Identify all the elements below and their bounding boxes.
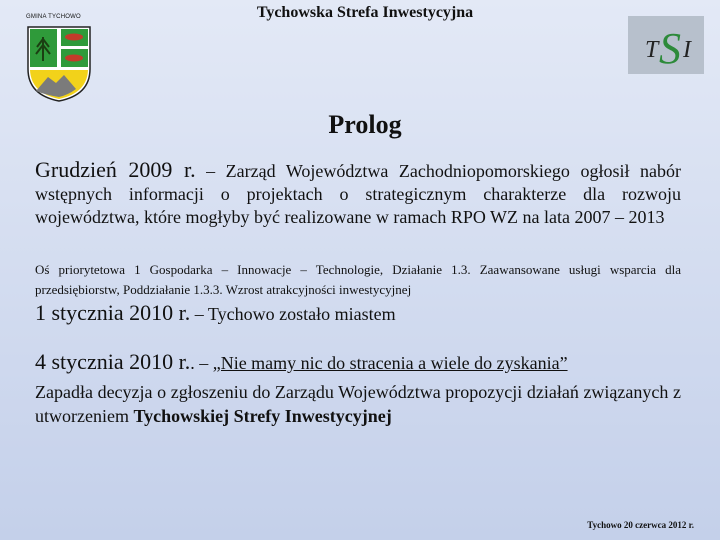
date-january-1-2010: 1 stycznia 2010 r. <box>35 300 191 325</box>
motto-dash: . – <box>190 353 213 373</box>
tsi-logo-icon <box>628 16 704 74</box>
town-rights-text: – Tychowo zostało miastem <box>190 304 396 324</box>
tsi-logo-mark <box>631 19 701 71</box>
header-title: Tychowska Strefa Inwestycyjna <box>256 4 474 21</box>
logo-letter-s: S <box>659 24 681 71</box>
decision-text: Zapadła decyzja o zgłoszeniu do Zarządu Województwa propozycji działań związanych z utworzeniem <box>35 382 681 426</box>
paragraph-call-for-projects <box>35 158 681 229</box>
date-january-4-2010: 4 stycznia 2010 r. <box>35 349 191 374</box>
footer-date: Tychowo 20 czerwca 2012 r. <box>587 520 694 530</box>
paragraph-town-rights <box>35 301 681 326</box>
zone-name: Tychowskiej Strefy Inwestycyjnej <box>133 406 392 426</box>
motto-quote: „Nie mamy nic do stracenia a wiele do zyskania” <box>212 353 568 373</box>
paragraph-priority-axis: Oś priorytetowa 1 Gospodarka – Innowacje – Technologie, Działanie 1.3. Zaawansowane usługi wsparcia dla przedsiębiorstw, Poddziałanie 1.3.3. Wzrost atrakcyjności inwestycyjnej <box>35 262 681 297</box>
paragraph-motto <box>35 350 681 375</box>
gmina-tychowo-crest-icon <box>26 25 92 103</box>
date-december-2009: Grudzień 2009 r. <box>35 157 196 182</box>
gmina-label: GMINA TYCHOWO <box>26 14 81 20</box>
logo-letter-t: T <box>645 37 659 63</box>
logo-letter-i: I <box>683 37 691 63</box>
paragraph-decision <box>35 380 681 428</box>
call-for-projects-text: – Zarząd Województwa Zachodniopomorskiego ogłosił nabór wstępnych informacji o projektach o strategicznym charakterze dla rozwoju województwa, które mogłyby być realizowane w ramach RPO WZ na lata 2007 – 2013 <box>35 161 681 227</box>
page-title: Prolog <box>328 110 402 139</box>
